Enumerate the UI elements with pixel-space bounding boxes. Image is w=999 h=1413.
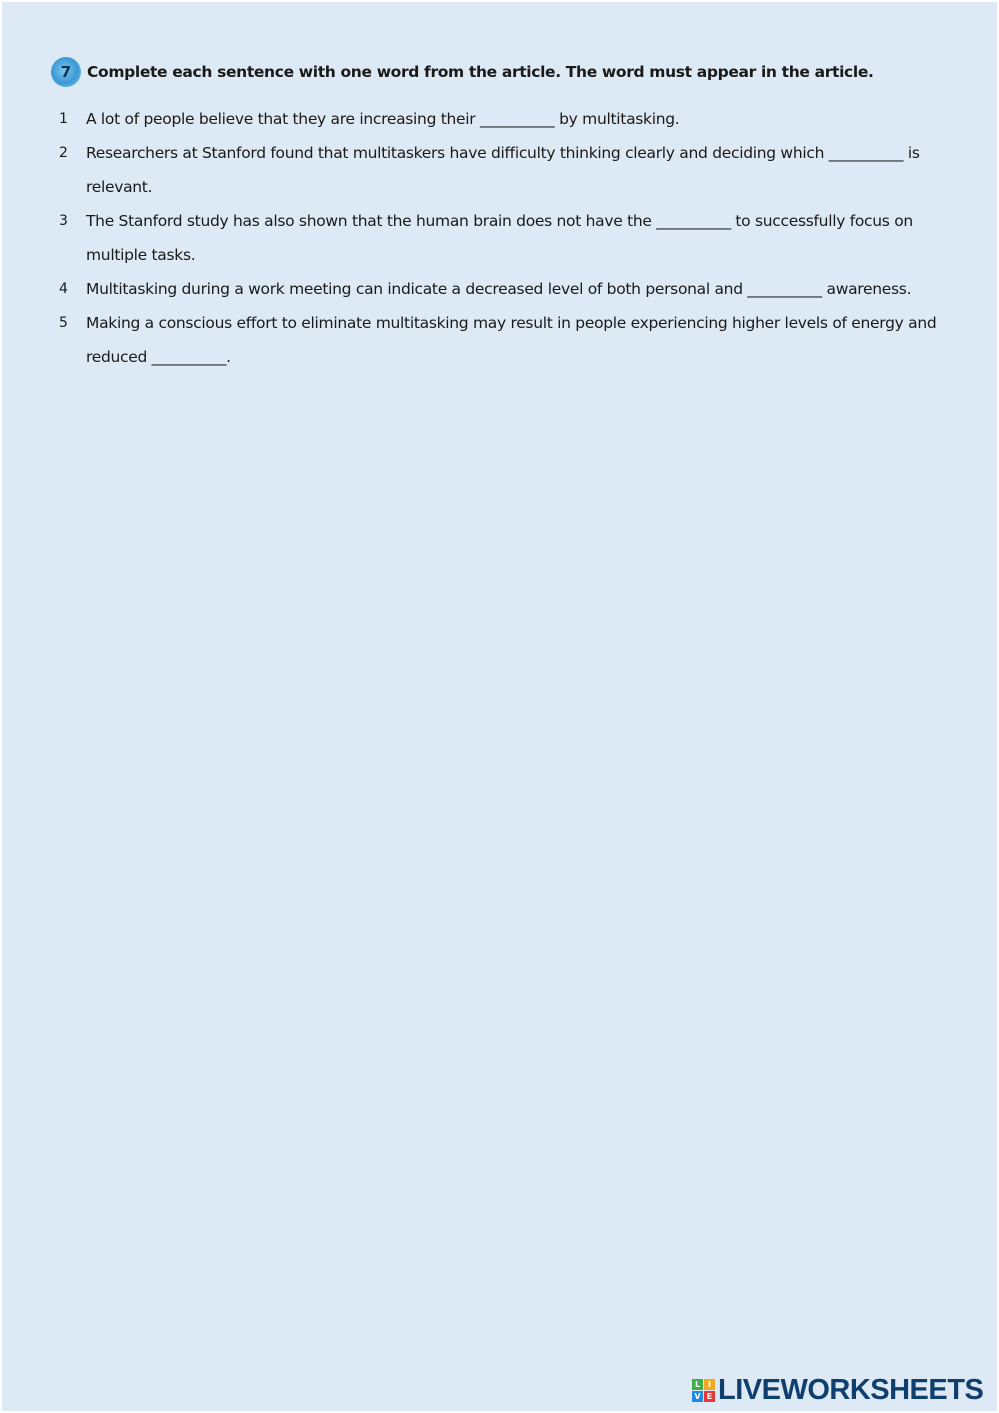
sentence-text — [86, 102, 948, 136]
logo-letter-i: I — [704, 1379, 715, 1390]
sentence-after: awareness. — [821, 280, 912, 298]
worksheet-page — [2, 2, 997, 1411]
item-number: 1 — [59, 111, 68, 127]
answer-blank-5[interactable]: __________ — [151, 348, 227, 366]
sentence-text — [86, 306, 948, 374]
sentence-item-5 — [59, 306, 949, 374]
sentence-text — [86, 272, 948, 306]
sentence-after: to successfully focus on multiple tasks. — [86, 212, 913, 264]
answer-blank-4[interactable]: __________ — [747, 280, 822, 298]
sentence-item-1 — [59, 102, 949, 136]
sentence-item-4 — [59, 272, 949, 306]
sentence-before: The Stanford study has also shown that the human brain does not have the — [86, 212, 657, 230]
sentence-item-3 — [59, 204, 949, 272]
sentence-after: is relevant. — [86, 144, 920, 196]
item-number: 2 — [59, 145, 68, 161]
item-number: 4 — [59, 281, 68, 297]
exercise-instruction: Complete each sentence with one word from the article. The word must appear in the article. — [87, 63, 874, 81]
item-number: 5 — [59, 315, 68, 331]
sentence-before: Making a conscious effort to eliminate multitasking may result in people experiencing higher levels of energy and reduced — [86, 314, 937, 366]
sentence-before: Researchers at Stanford found that multitaskers have difficulty thinking clearly and deciding which — [86, 144, 829, 162]
item-number: 3 — [59, 213, 68, 229]
sentence-text — [86, 204, 948, 272]
logo-letter-l: L — [692, 1379, 703, 1390]
sentence-after: . — [226, 348, 231, 366]
exercise-number-badge: 7 — [51, 57, 81, 87]
sentence-text — [86, 136, 948, 204]
answer-blank-3[interactable]: __________ — [656, 212, 731, 230]
logo-letter-e: E — [704, 1391, 715, 1402]
answer-blank-2[interactable]: __________ — [828, 144, 904, 162]
logo-icon — [692, 1379, 715, 1402]
logo-text: LIVEWORKSHEETS — [718, 1374, 984, 1406]
sentence-item-2 — [59, 136, 949, 204]
exercise-header — [51, 57, 874, 87]
liveworksheets-logo — [692, 1374, 983, 1407]
logo-letter-v: V — [692, 1391, 703, 1402]
sentence-list — [59, 102, 949, 374]
answer-blank-1[interactable]: __________ — [480, 110, 555, 128]
sentence-before: Multitasking during a work meeting can indicate a decreased level of both personal and — [86, 280, 748, 298]
sentence-before: A lot of people believe that they are increasing their — [86, 110, 480, 128]
sentence-after: by multitasking. — [554, 110, 680, 128]
